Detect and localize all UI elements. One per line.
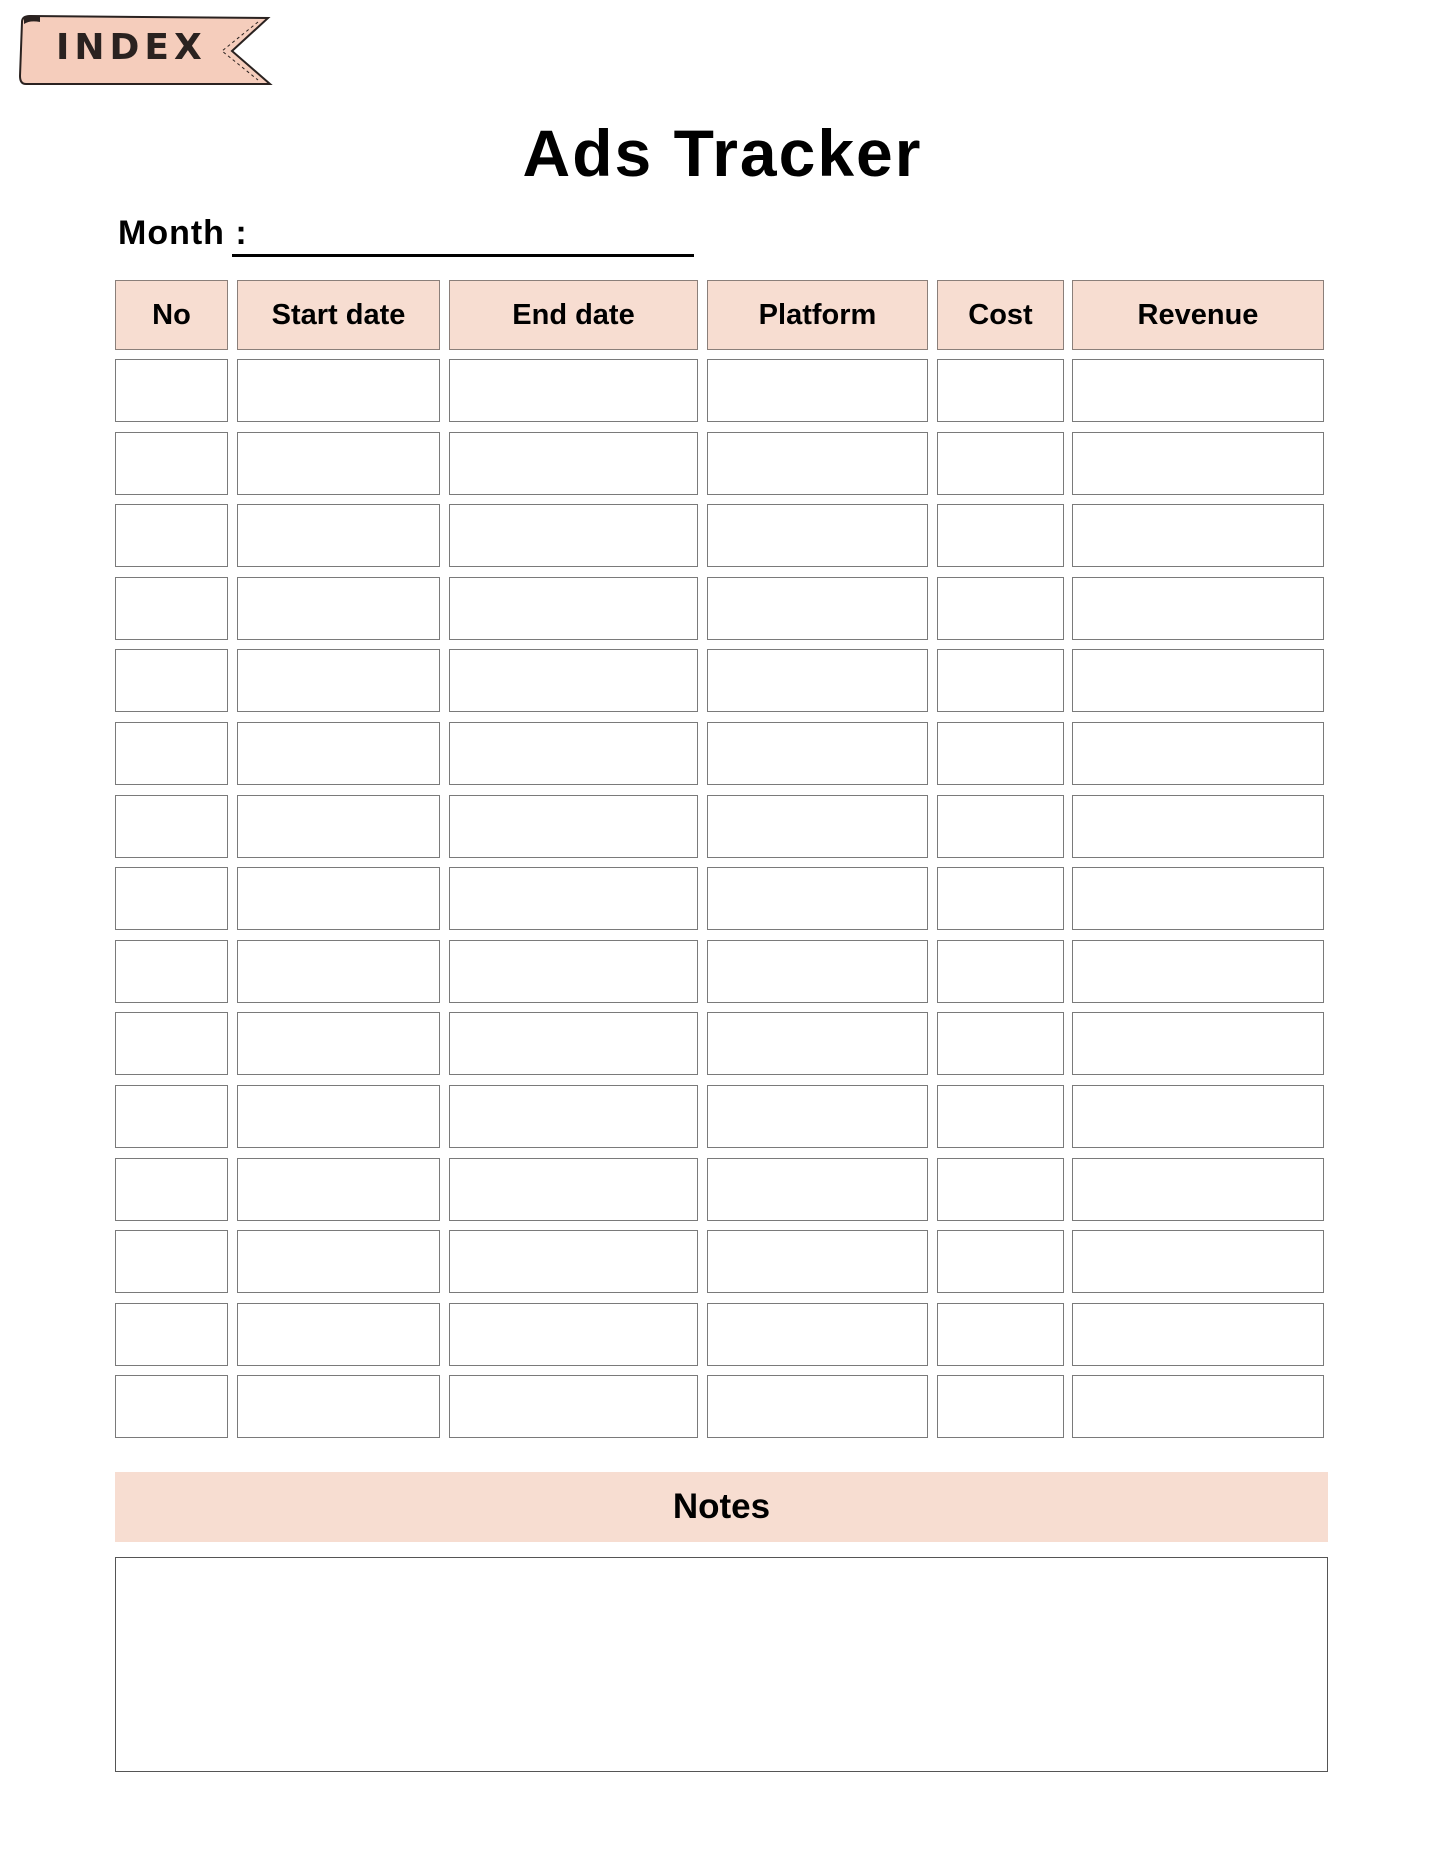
table-cell[interactable] [1072,1085,1324,1148]
table-cell[interactable] [115,1375,228,1438]
page-title: Ads Tracker [522,116,923,190]
table-cell[interactable] [937,1230,1064,1293]
table-cell[interactable] [707,795,928,858]
table-cell[interactable] [449,1012,698,1075]
table-cell[interactable] [237,432,440,495]
table-cell[interactable] [1072,1303,1324,1366]
table-cell[interactable] [115,940,228,1003]
index-tab-button[interactable] [18,14,274,88]
table-cell[interactable] [937,577,1064,640]
table-cell[interactable] [707,1230,928,1293]
table-cell[interactable] [707,577,928,640]
table-cell[interactable] [237,649,440,712]
table-cell[interactable] [115,722,228,785]
table-cell[interactable] [449,649,698,712]
table-cell[interactable] [449,1230,698,1293]
table-cell[interactable] [707,940,928,1003]
table-cell[interactable] [1072,649,1324,712]
notes-header: Notes [115,1472,1328,1542]
table-cell[interactable] [237,1012,440,1075]
table-cell[interactable] [1072,722,1324,785]
column-header: Cost [937,280,1064,350]
table-cell[interactable] [937,867,1064,930]
table-cell[interactable] [115,1303,228,1366]
table-cell[interactable] [937,504,1064,567]
table-cell[interactable] [449,432,698,495]
table-cell[interactable] [449,867,698,930]
table-cell[interactable] [115,867,228,930]
table-cell[interactable] [449,722,698,785]
table-cell[interactable] [449,577,698,640]
table-cell[interactable] [237,504,440,567]
table-cell[interactable] [707,1012,928,1075]
table-cell[interactable] [237,867,440,930]
table-cell[interactable] [707,722,928,785]
table-cell[interactable] [937,1012,1064,1075]
table-cell[interactable] [707,1303,928,1366]
table-cell[interactable] [937,649,1064,712]
table-cell[interactable] [1072,1012,1324,1075]
table-cell[interactable] [237,577,440,640]
table-cell[interactable] [449,1375,698,1438]
table-cell[interactable] [707,432,928,495]
table-cell[interactable] [449,1303,698,1366]
table-cell[interactable] [115,1158,228,1221]
table-cell[interactable] [115,1230,228,1293]
table-cell[interactable] [1072,1158,1324,1221]
index-tab-label: INDEX [56,27,207,68]
table-cell[interactable] [1072,940,1324,1003]
table-cell[interactable] [237,1303,440,1366]
column-header: Start date [237,280,440,350]
notes-area[interactable] [115,1557,1328,1772]
table-cell[interactable] [237,940,440,1003]
table-cell[interactable] [449,504,698,567]
table-cell[interactable] [115,649,228,712]
table-cell[interactable] [449,1158,698,1221]
table-cell[interactable] [449,940,698,1003]
table-cell[interactable] [115,1012,228,1075]
table-cell[interactable] [707,1158,928,1221]
table-cell[interactable] [1072,504,1324,567]
table-cell[interactable] [1072,1230,1324,1293]
table-cell[interactable] [449,795,698,858]
table-cell[interactable] [1072,867,1324,930]
table-cell[interactable] [937,432,1064,495]
table-cell[interactable] [707,867,928,930]
table-cell[interactable] [937,1303,1064,1366]
table-cell[interactable] [937,940,1064,1003]
table-cell[interactable] [237,722,440,785]
table-cell[interactable] [707,1085,928,1148]
table-cell[interactable] [115,432,228,495]
table-cell[interactable] [237,1375,440,1438]
table-cell[interactable] [115,359,228,422]
table-cell[interactable] [1072,432,1324,495]
table-cell[interactable] [237,795,440,858]
table-cell[interactable] [449,359,698,422]
table-cell[interactable] [237,1158,440,1221]
table-cell[interactable] [937,1085,1064,1148]
table-cell[interactable] [115,504,228,567]
month-input-line[interactable] [232,254,694,257]
table-cell[interactable] [237,1085,440,1148]
column-header: Revenue [1072,280,1324,350]
table-cell[interactable] [237,359,440,422]
table-cell[interactable] [237,1230,440,1293]
table-cell[interactable] [937,1158,1064,1221]
table-cell[interactable] [707,359,928,422]
column-header: Platform [707,280,928,350]
table-cell[interactable] [1072,1375,1324,1438]
table-cell[interactable] [937,722,1064,785]
table-cell[interactable] [707,504,928,567]
column-header: No [115,280,228,350]
table-cell[interactable] [937,1375,1064,1438]
column-header: End date [449,280,698,350]
table-cell[interactable] [707,649,928,712]
table-cell[interactable] [1072,795,1324,858]
table-cell[interactable] [1072,577,1324,640]
month-label: Month : [118,214,248,252]
table-cell[interactable] [449,1085,698,1148]
table-cell[interactable] [1072,359,1324,422]
table-cell[interactable] [937,795,1064,858]
table-cell[interactable] [115,795,228,858]
table-cell[interactable] [115,577,228,640]
table-cell[interactable] [937,359,1064,422]
table-cell[interactable] [707,1375,928,1438]
table-cell[interactable] [115,1085,228,1148]
